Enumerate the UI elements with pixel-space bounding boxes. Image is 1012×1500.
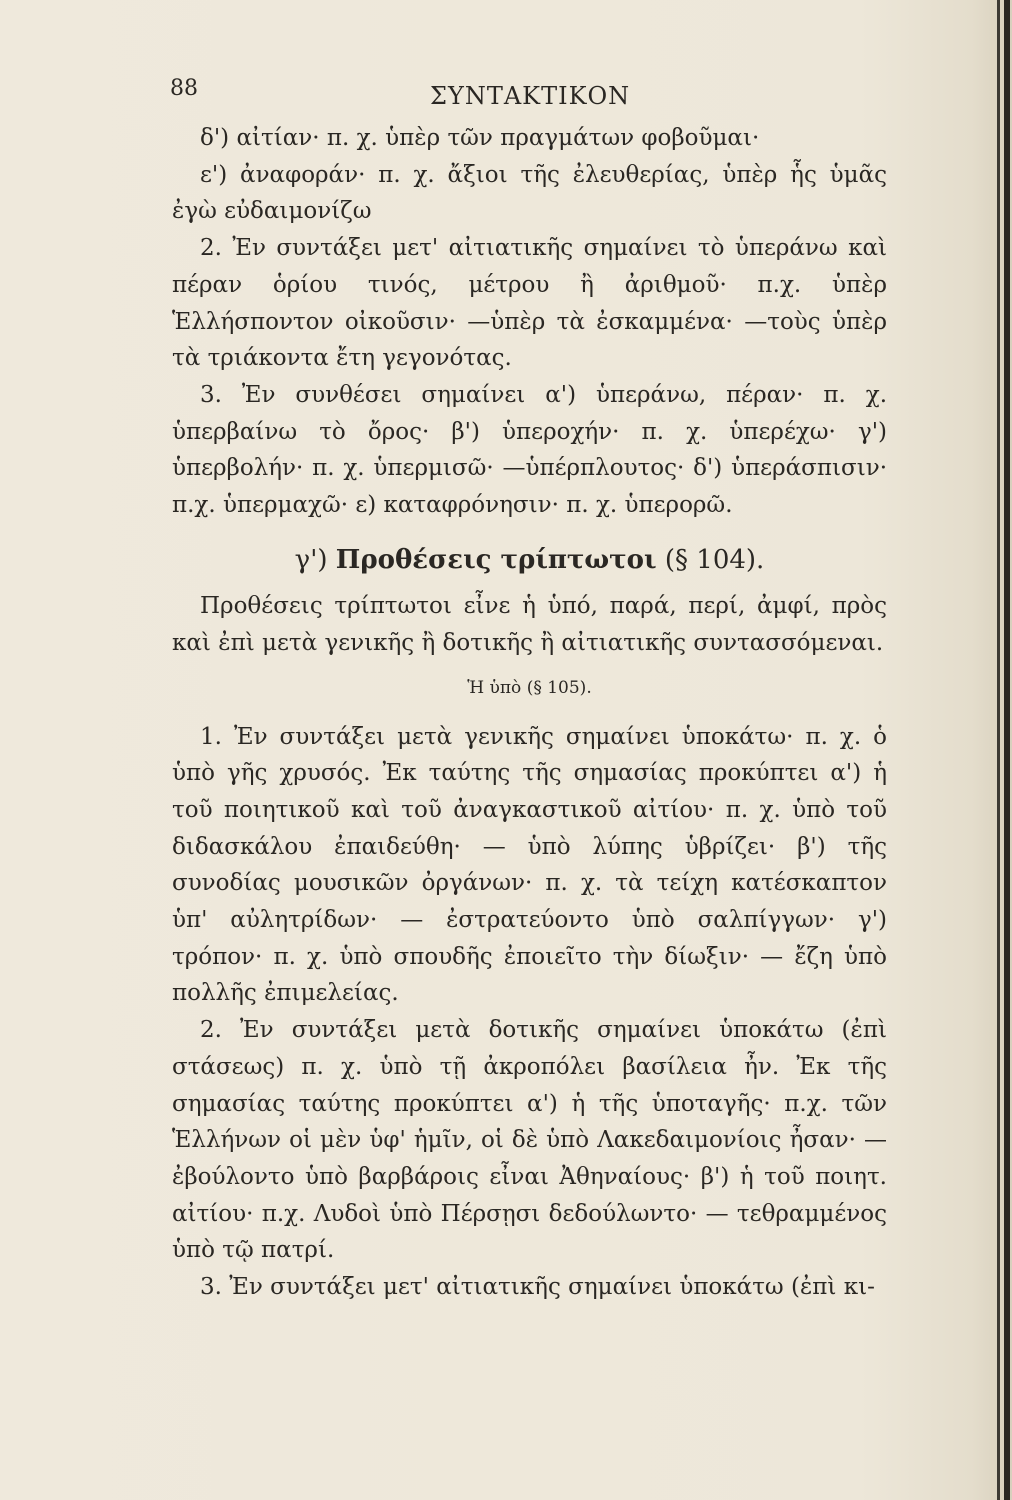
paragraph-2: 2. Ἐν συντάξει μετ' αἰτιατικῆς σημαίνει τὸ ὑπεράνω καὶ πέραν ὁρίου τινός, μέτρου ἢ ἀριθμοῦ· π.χ. ὑπὲρ Ἑλλήσποντον οἰκοῦσιν· —ὑπὲρ τὰ ἐσκαμμένα· —τοὺς ὑπὲρ τὰ τριάκοντα ἔτη γεγονότας. — [172, 235, 887, 372]
page-edge-line — [997, 0, 1000, 1500]
section-label: γ') — [294, 544, 328, 575]
section-intro: Προθέσεις τρίπτωτοι εἶνε ἡ ὑπό, παρά, περί, ἀμφί, πρὸς καὶ ἐπὶ μετὰ γενικῆς ἢ δοτικῆς ἢ αἰτιατικῆς συντασσόμεναι. — [172, 593, 887, 657]
paragraph-delta: δ') αἰτίαν· π. χ. ὑπὲρ τῶν πραγμάτων φοβοῦμαι· — [200, 125, 760, 151]
running-head: ΣΥΝΤΑΚΤΙΚΟΝ — [430, 82, 631, 110]
subheading: Ἡ ὑπὸ (§ 105). — [467, 677, 592, 698]
numbered-paragraph-1: 1. Ἐν συντάξει μετὰ γενικῆς σημαίνει ὑποκάτω· π. χ. ὁ ὑπὸ γῆς χρυσός. Ἐκ ταύτης τῆς σημασίας προκύπτει α') ἡ τοῦ ποιητικοῦ καὶ τοῦ ἀναγκαστικοῦ αἰτίου· π. χ. ὑπὸ τοῦ διδασκάλου ἐπαιδεύθη· — ὑπὸ λύπης ὑβρίζει· β') τῆς συνοδίας μουσικῶν ὀργάνων· π. χ. τὰ τείχη κατέσκαπτον ὑπ' αὐλητρίδων· — ἐστρατεύοντο ὑπὸ σαλπίγγων· γ') τρόπον· π. χ. ὑπὸ σπουδῆς ἐποιεῖτο τὴν δίωξιν· — ἔζη ὑπὸ πολλῆς ἐπιμελείας. — [172, 723, 887, 1007]
section-heading — [172, 542, 887, 579]
numbered-paragraph-2: 2. Ἐν συντάξει μετὰ δοτικῆς σημαίνει ὑποκάτω (ἐπὶ στάσεως) π. χ. ὑπὸ τῇ ἀκροπόλει βασίλεια ἦν. Ἐκ τῆς σημασίας ταύτης προκύπτει α') ἡ τῆς ὑποταγῆς· π.χ. τῶν Ἑλλήνων οἱ μὲν ὑφ' ἡμῖν, οἱ δὲ ὑπὸ Λακεδαιμονίοις ἦσαν· — ἐβούλοντο ὑπὸ βαρβάροις εἶναι Ἀθηναίους· β') ἡ τοῦ ποιητ. αἰτίου· π.χ. Λυδοὶ ὑπὸ Πέρσῃσι δεδούλωντο· — τεθραμμένος ὑπὸ τῷ πατρί. — [172, 1017, 887, 1264]
page-body — [172, 120, 887, 1306]
section-ref: (§ 104). — [664, 544, 765, 575]
section-title: Προθέσεις τρίπτωτοι — [335, 544, 657, 575]
page-spine-shadow — [1004, 0, 1010, 1500]
numbered-paragraph-3: 3. Ἐν συντάξει μετ' αἰτιατικῆς σημαίνει ὑποκάτω (ἐπὶ κι- — [200, 1274, 875, 1301]
paragraph-epsilon: ε') ἀναφοράν· π. χ. ἄξιοι τῆς ἐλευθερίας, ὑπὲρ ἧς ὑμᾶς ἐγὼ εὐδαιμονίζω — [172, 161, 887, 225]
paragraph-3: 3. Ἐν συνθέσει σημαίνει α') ὑπεράνω, πέραν· π. χ. ὑπερβαίνω τὸ ὄρος· β') ὑπεροχήν· π. χ. ὑπερέχω· γ') ὑπερβολήν· π. χ. ὑπερμισῶ· —ὑπέρπλουτος· δ') ὑπεράσπισιν· π.χ. ὑπερμαχῶ· ε) καταφρόνησιν· π. χ. ὑπερορῶ. — [172, 381, 887, 519]
page-number: 88 — [170, 76, 198, 101]
